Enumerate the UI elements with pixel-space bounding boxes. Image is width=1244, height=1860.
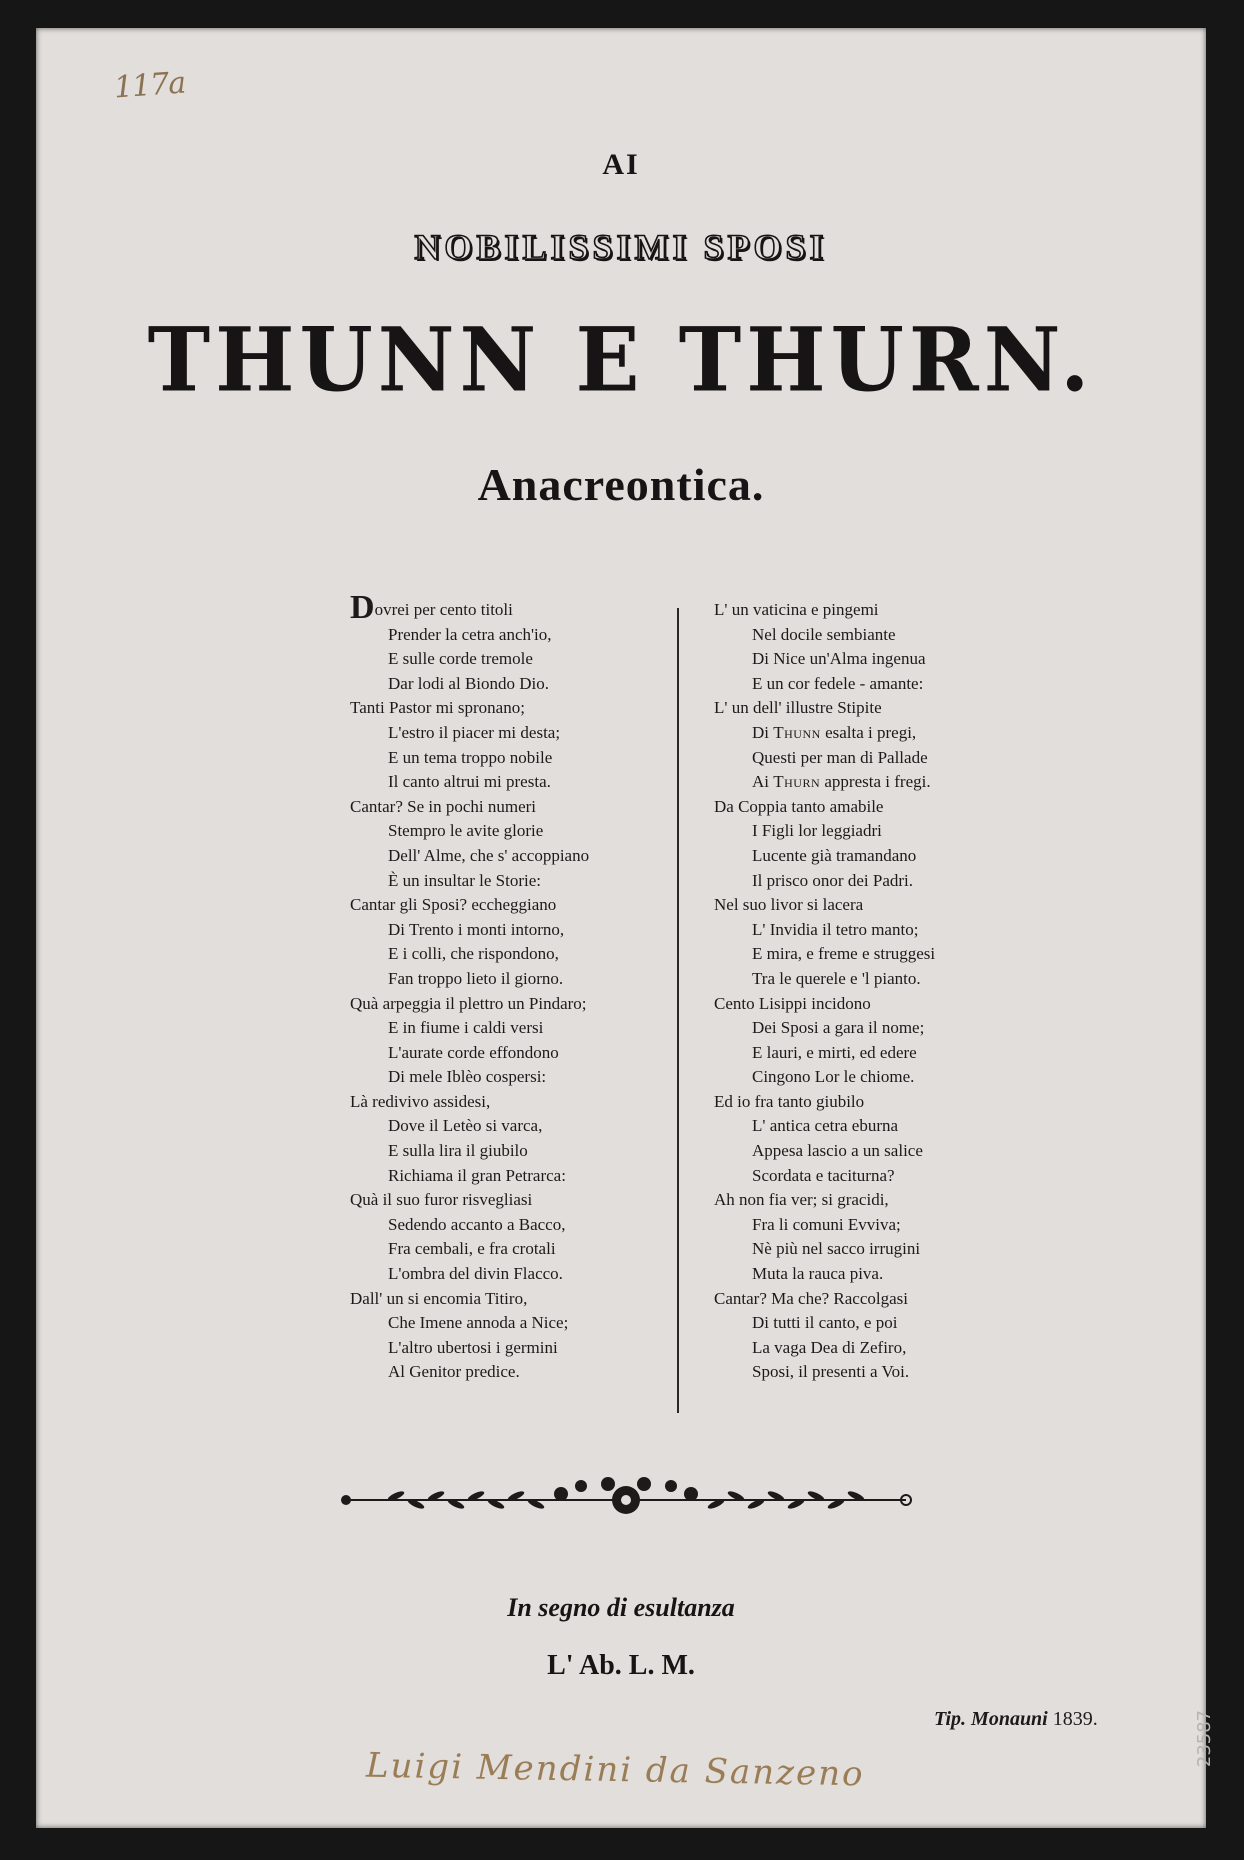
poem-line-text: L' antica cetra eburna — [752, 1116, 899, 1136]
poem-line-text: Sposi, il presenti a Voi. — [752, 1362, 910, 1382]
poem-line — [350, 1016, 589, 1041]
poem-line-text: Cantar? Ma che? Raccolgasi — [714, 1288, 908, 1308]
poem-line — [714, 893, 935, 918]
poem-line-text: Scordata e taciturna? — [752, 1165, 895, 1185]
poem-line — [350, 869, 589, 894]
poem-line-text: E sulle corde tremole — [388, 649, 533, 669]
poem-line — [350, 1262, 589, 1287]
poem-line — [350, 1090, 589, 1115]
poem-line-text: Dell' Alme, che s' accoppiano — [388, 845, 590, 865]
poem-line-text: ovrei per cento titoli — [374, 600, 513, 619]
poem-line-text: Richiama il gran Petrarca: — [388, 1165, 566, 1185]
poem-line — [714, 672, 935, 697]
poem-line-text: Di mele Iblèo cospersi: — [388, 1067, 547, 1087]
author-initials: L' Ab. L. M. — [547, 1650, 695, 1681]
poem-line — [714, 746, 935, 771]
poem-line — [714, 1090, 935, 1115]
poem-line — [714, 1164, 935, 1189]
poem-line — [350, 1360, 589, 1385]
poem-line — [350, 623, 589, 648]
poem-column-left — [350, 589, 590, 1385]
poem-line — [714, 1213, 935, 1238]
poem-line-text: Là redivivo assidesi, — [350, 1091, 491, 1111]
poem-line-text: Dei Sposi a gara il nome; — [752, 1018, 925, 1038]
printer-name: Tip. Monauni — [934, 1708, 1048, 1730]
poem-line-text: Ed io fra tanto giubilo — [714, 1091, 865, 1111]
archive-number-handwritten: 117a — [112, 65, 187, 106]
poem-line — [714, 1287, 935, 1312]
poem-line — [714, 819, 935, 844]
column-divider — [677, 608, 679, 1413]
poem-line-text: Dar lodi al Biondo Dio. — [388, 673, 550, 693]
poem-line-text: E in fiume i caldi versi — [388, 1018, 544, 1038]
floral-ornament — [336, 1468, 916, 1528]
poem-line — [714, 1016, 935, 1041]
main-title: THUNN E THURN. — [147, 307, 1095, 412]
poem-line-text: L'ombra del divin Flacco. — [388, 1264, 563, 1284]
dedication-line: In segno di esultanza — [507, 1593, 735, 1622]
poem-line-text: E i colli, che rispondono, — [388, 944, 559, 964]
poem-line-part: Thurn — [773, 772, 821, 792]
poem-line-part: appresta i fregi. — [820, 772, 931, 792]
poem-line — [350, 746, 589, 771]
poem-line-text: Che Imene annoda a Nice; — [388, 1313, 569, 1333]
poem-line — [714, 1041, 935, 1066]
poem-line-text: Da Coppia tanto amabile — [714, 796, 884, 816]
poem-line — [350, 1164, 589, 1189]
poem-line-text: Nel suo livor si lacera — [714, 895, 864, 915]
poem-line — [350, 819, 589, 844]
poem-line — [714, 1311, 935, 1336]
poem-line — [714, 992, 935, 1017]
poem-line — [714, 967, 935, 992]
poem-line — [714, 770, 935, 795]
poem-line-text: E un tema troppo nobile — [388, 747, 553, 767]
poem-line-text: L' un vaticina e pingemi — [714, 600, 879, 619]
poem-line-text: L' Invidia il tetro manto; — [752, 919, 919, 939]
poem-line-text: Quà arpeggia il plettro un Pindaro; — [350, 993, 587, 1013]
poem-line-text: E un cor fedele - amante: — [752, 673, 924, 693]
poem-line — [714, 1114, 935, 1139]
poem-line — [714, 1360, 935, 1385]
poem-line-text: Fra cembali, e fra crotali — [388, 1239, 556, 1259]
poem-line-text: Lucente già tramandano — [752, 845, 917, 865]
poem-line-text: Stempro le avite glorie — [388, 821, 544, 841]
poem-line — [350, 672, 589, 697]
poem-line-text: Fan troppo lieto il giorno. — [388, 968, 564, 988]
poem-line-text: L' un dell' illustre Stipite — [714, 698, 882, 718]
poem-line-text: Di Trento i monti intorno, — [388, 919, 565, 939]
handwritten-signature: Luigi Mendini da Sanzeno — [365, 1745, 865, 1795]
poem-line — [350, 844, 589, 869]
poem-line-text: Muta la rauca piva. — [752, 1264, 884, 1284]
poem-line — [714, 1065, 935, 1090]
poem-line-text: Sedendo accanto a Bacco, — [388, 1214, 566, 1234]
poem-line — [350, 1336, 589, 1361]
poem-line-text: Dall' un si encomia Titiro, — [350, 1288, 528, 1308]
poem-line — [350, 1287, 589, 1312]
poem-line-text: Tra le querele e 'l pianto. — [752, 968, 921, 988]
poem-line — [714, 795, 935, 820]
poem-line — [714, 1336, 935, 1361]
poem-line-part: esalta i pregi, — [820, 722, 917, 742]
poem-line — [714, 942, 935, 967]
poem-line-text: L'estro il piacer mi desta; — [388, 722, 561, 742]
poem-line-text: Ah non fia ver; si gracidi, — [714, 1190, 889, 1210]
poem-line-text: Tanti Pastor mi spronano; — [350, 698, 525, 718]
poem-line — [714, 623, 935, 648]
poem-line — [350, 589, 589, 626]
poem-line — [350, 1237, 589, 1262]
poem-line-text: Cantar? Se in pochi numeri — [350, 796, 537, 816]
header-ai: AI — [602, 148, 640, 181]
poem-line-text: I Figli lor leggiadri — [752, 821, 882, 841]
poem-line — [350, 1188, 589, 1213]
printer-year: 1839. — [1052, 1708, 1098, 1730]
poem-line — [350, 1311, 589, 1336]
poem-line-text: La vaga Dea di Zefiro, — [752, 1337, 907, 1357]
poem-line-text: Fra li comuni Evviva; — [752, 1214, 901, 1234]
poem-line-text: Cento Lisippi incidono — [714, 993, 871, 1013]
poem-line — [350, 942, 589, 967]
poem-line — [714, 844, 935, 869]
poem-line-text: E mira, e freme e struggesi — [752, 944, 936, 964]
subtitle-anacreontica: Anacreontica. — [477, 459, 765, 510]
archive-stamp: 23587 — [1194, 1709, 1216, 1768]
poem-line — [714, 1188, 935, 1213]
poem-line — [350, 696, 589, 721]
poem-line — [350, 721, 589, 746]
poem-line-part: Thunn — [773, 722, 821, 742]
poem-line — [350, 992, 589, 1017]
poem-line — [350, 967, 589, 992]
poem-line-text: Cantar gli Sposi? eccheggiano — [350, 895, 557, 915]
poem-line-text: L'altro ubertosi i germini — [388, 1337, 558, 1357]
printer-imprint — [934, 1708, 1098, 1731]
poem-line — [714, 1237, 935, 1262]
poem-line-text: Appesa lascio a un salice — [752, 1141, 923, 1161]
poem-line-text: E lauri, e mirti, ed edere — [752, 1042, 917, 1062]
poem-line — [714, 598, 935, 623]
poem-line-text: Di tutti il canto, e poi — [752, 1313, 898, 1333]
poem-line — [714, 696, 935, 721]
poem-line-text: Quà il suo furor risvegliasi — [350, 1190, 533, 1210]
broadside-sheet — [36, 28, 1216, 1828]
poem-line — [350, 1213, 589, 1238]
poem-line — [350, 1041, 589, 1066]
poem-line-part: Di — [752, 722, 774, 742]
poem-line — [350, 1139, 589, 1164]
poem-line — [714, 721, 935, 746]
poem-line-part: Ai — [752, 772, 774, 792]
poem-line-text: Dove il Letèo si varca, — [388, 1116, 543, 1136]
poem-line-text: Cingono Lor le chiome. — [752, 1067, 915, 1087]
poem-line-text: Prender la cetra anch'io, — [388, 624, 552, 644]
poem-line-text: L'aurate corde effondono — [388, 1042, 559, 1062]
poem-line-text: Di Nice un'Alma ingenua — [752, 649, 926, 669]
poem-line — [350, 1114, 589, 1139]
poem-line — [350, 795, 589, 820]
poem-line — [714, 1262, 935, 1287]
drop-cap: D — [350, 589, 375, 626]
poem-line — [714, 918, 935, 943]
poem-line — [350, 770, 589, 795]
poem-line-text: Al Genitor predice. — [388, 1362, 520, 1382]
poem-line — [350, 918, 589, 943]
poem-column-right — [714, 598, 935, 1385]
poem-line-text: Nel docile sembiante — [752, 624, 896, 644]
poem-line — [350, 647, 589, 672]
poem-line-text: È un insultar le Storie: — [388, 870, 541, 890]
poem-line — [714, 869, 935, 894]
poem-line-text: Il prisco onor dei Padri. — [752, 870, 913, 890]
poem-line-text: Questi per man di Pallade — [752, 747, 928, 767]
poem-line — [350, 893, 589, 918]
poem-line-text: E sulla lira il giubilo — [388, 1141, 528, 1161]
poem-line — [714, 1139, 935, 1164]
poem-line-text: Il canto altrui mi presta. — [388, 772, 551, 792]
header-nobilissimi: NOBILISSIMI SPOSI — [414, 227, 828, 267]
poem-line — [714, 647, 935, 672]
poem-line — [350, 1065, 589, 1090]
poem-line-text: Nè più nel sacco irrugini — [752, 1239, 921, 1259]
